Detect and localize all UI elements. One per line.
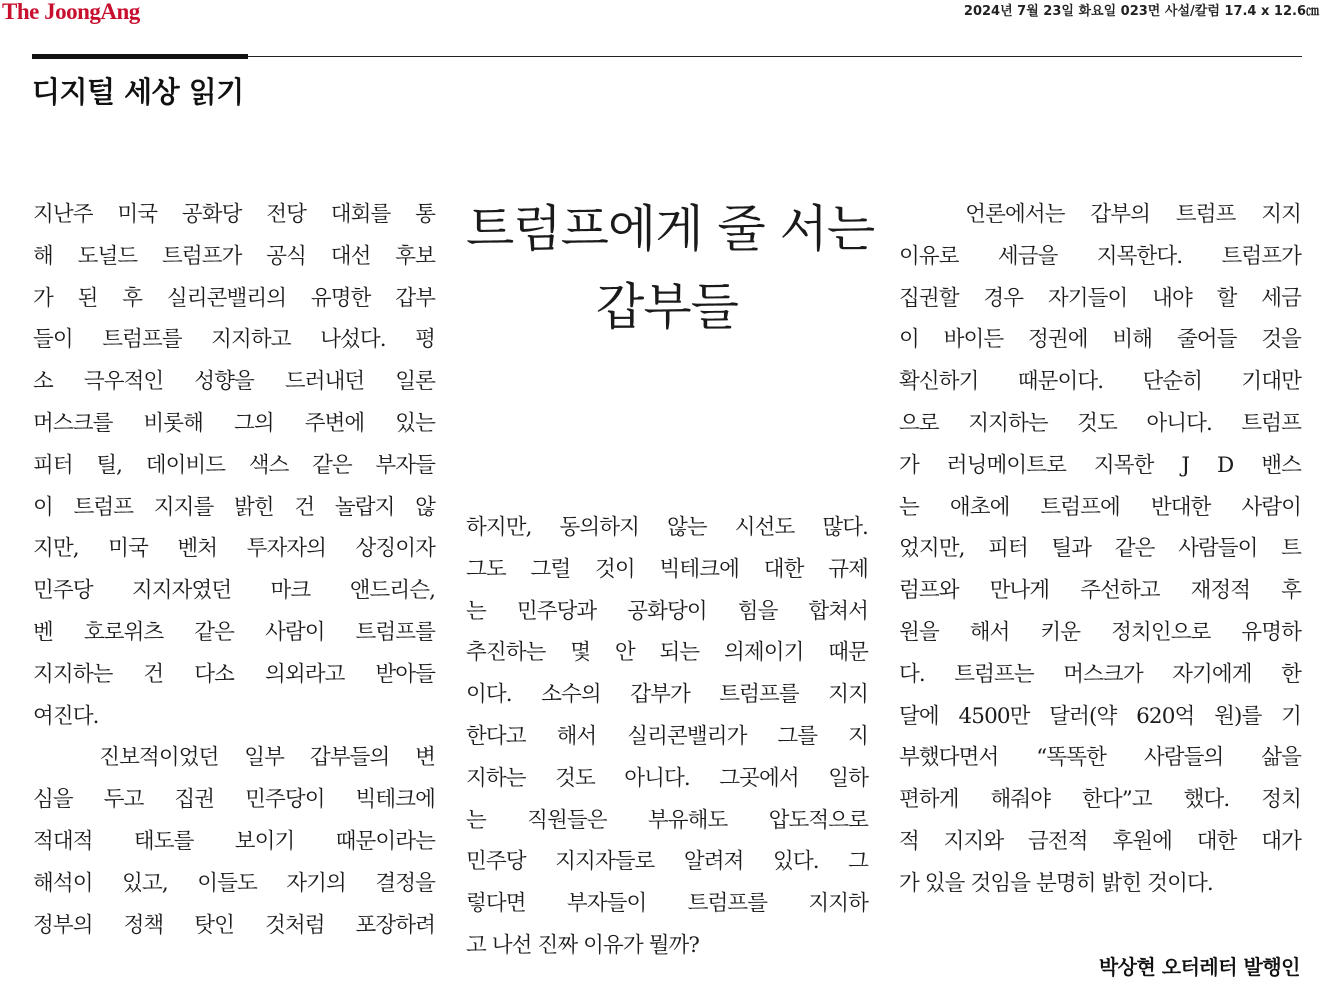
text-line: 추진하는 몇 안 되는 의제이기 때문	[466, 640, 868, 666]
text-line: 으로 지지하는 것도 아니다. 트럼프	[899, 410, 1301, 436]
text-line: 는 직원들은 부유해도 압도적으로	[466, 807, 868, 833]
text-line: 지만, 미국 벤처 투자자의 상징이자	[33, 536, 435, 562]
text-line: 머스크를 비롯해 그의 주변에 있는	[33, 410, 435, 436]
text-line: 가 된 후 실리콘밸리의 유명한 갑부	[33, 285, 435, 311]
article-column-2	[466, 507, 868, 967]
headline-line: 갑부들	[596, 278, 738, 336]
text-line: 지난주 미국 공화당 전당 대회를 통	[33, 202, 435, 227]
article-column-3	[899, 194, 1301, 905]
text-line: 들이 트럼프를 지지하고 나섰다. 평	[33, 327, 435, 353]
text-line: 지지하는 건 다소 의외라고 받아들	[33, 661, 435, 687]
publication-meta: 2024년 7월 23일 화요일 023면 사설/칼럼 17.4 x 12.6㎝	[963, 4, 1319, 19]
text-line: 는 민주당과 공화당이 힘을 합쳐서	[466, 598, 868, 624]
article-headline	[466, 190, 875, 346]
text-line: 소 극우적인 성향을 드러내던 일론	[33, 369, 435, 395]
text-line: 부했다면서 “똑똑한 사람들의 삶을	[899, 745, 1301, 771]
text-line: 확신하기 때문이다. 단순히 기대만	[899, 369, 1301, 395]
text-line: 달에 4500만 달러(약 620억 원)를 기	[899, 703, 1301, 729]
text-line: 원을 해서 키운 정치인으로 유명하	[899, 619, 1301, 645]
text-line: 한다고 해서 실리콘밸리가 그를 지	[466, 723, 868, 749]
text-line: 고 나선 진짜 이유가 뭘까?	[466, 932, 700, 958]
newspaper-logo: The JoongAng	[2, 0, 140, 24]
text-line: 그도 그럴 것이 빅테크에 대한 규제	[466, 556, 868, 582]
text-line: 다. 트럼프는 머스크가 자기에게 한	[899, 661, 1301, 687]
headline-line: 트럼프에게 줄 서는	[466, 200, 875, 258]
text-line: 가 러닝메이트로 지목한 J D 밴스	[899, 452, 1301, 478]
text-line: 럼프와 만나게 주선하고 재정적 후	[899, 578, 1301, 604]
section-title: 디지털 세상 읽기	[32, 75, 244, 109]
text-line: 적 지지와 금전적 후원에 대한 대가	[899, 828, 1301, 854]
text-line: 집권할 경우 자기들이 내야 할 세금	[899, 285, 1301, 311]
text-line: 피터 틸, 데이비드 색스 같은 부자들	[33, 452, 435, 478]
text-line: 심을 두고 집권 민주당이 빅테크에	[33, 787, 435, 813]
text-line: 이 바이든 정권에 비해 줄어들 것을	[899, 327, 1301, 353]
text-line: 여진다.	[33, 703, 99, 729]
text-line: 벤 호로위츠 같은 사람이 트럼프를	[33, 619, 435, 645]
text-line: 민주당 지지자였던 마크 앤드리슨,	[33, 578, 435, 604]
text-line: 적대적 태도를 보이기 때문이라는	[33, 828, 435, 854]
text-line: 편하게 해줘야 한다”고 했다. 정치	[899, 787, 1301, 813]
section-accent-rule	[32, 54, 248, 59]
text-line: 해석이 있고, 이들도 자기의 결정을	[33, 870, 435, 896]
text-line: 었지만, 피터 틸과 같은 사람들이 트	[899, 536, 1301, 562]
text-line: 가 있을 것임을 분명히 밝힌 것이다.	[899, 870, 1213, 896]
text-line: 이유로 세금을 지목한다. 트럼프가	[899, 243, 1301, 269]
author-byline: 박상현 오터레터 발행인	[1098, 955, 1300, 979]
text-line: 이 트럼프 지지를 밝힌 건 놀랍지 않	[33, 494, 435, 520]
text-line: 민주당 지지자들로 알려져 있다. 그	[466, 849, 868, 875]
text-line: 진보적이었던 일부 갑부들의 변	[33, 745, 435, 771]
text-line: 정부의 정책 탓인 것처럼 포장하려	[33, 912, 435, 938]
article-column-1	[33, 194, 435, 946]
text-line: 언론에서는 갑부의 트럼프 지지	[899, 202, 1301, 227]
text-line: 이다. 소수의 갑부가 트럼프를 지지	[466, 682, 868, 708]
text-line: 해 도널드 트럼프가 공식 대선 후보	[33, 243, 435, 269]
text-line: 는 애초에 트럼프에 반대한 사람이	[899, 494, 1301, 520]
text-line: 하지만, 동의하지 않는 시선도 많다.	[466, 515, 868, 540]
text-line: 지하는 것도 아니다. 그곳에서 일하	[466, 765, 868, 791]
text-line: 렇다면 부자들이 트럼프를 지지하	[466, 891, 868, 917]
